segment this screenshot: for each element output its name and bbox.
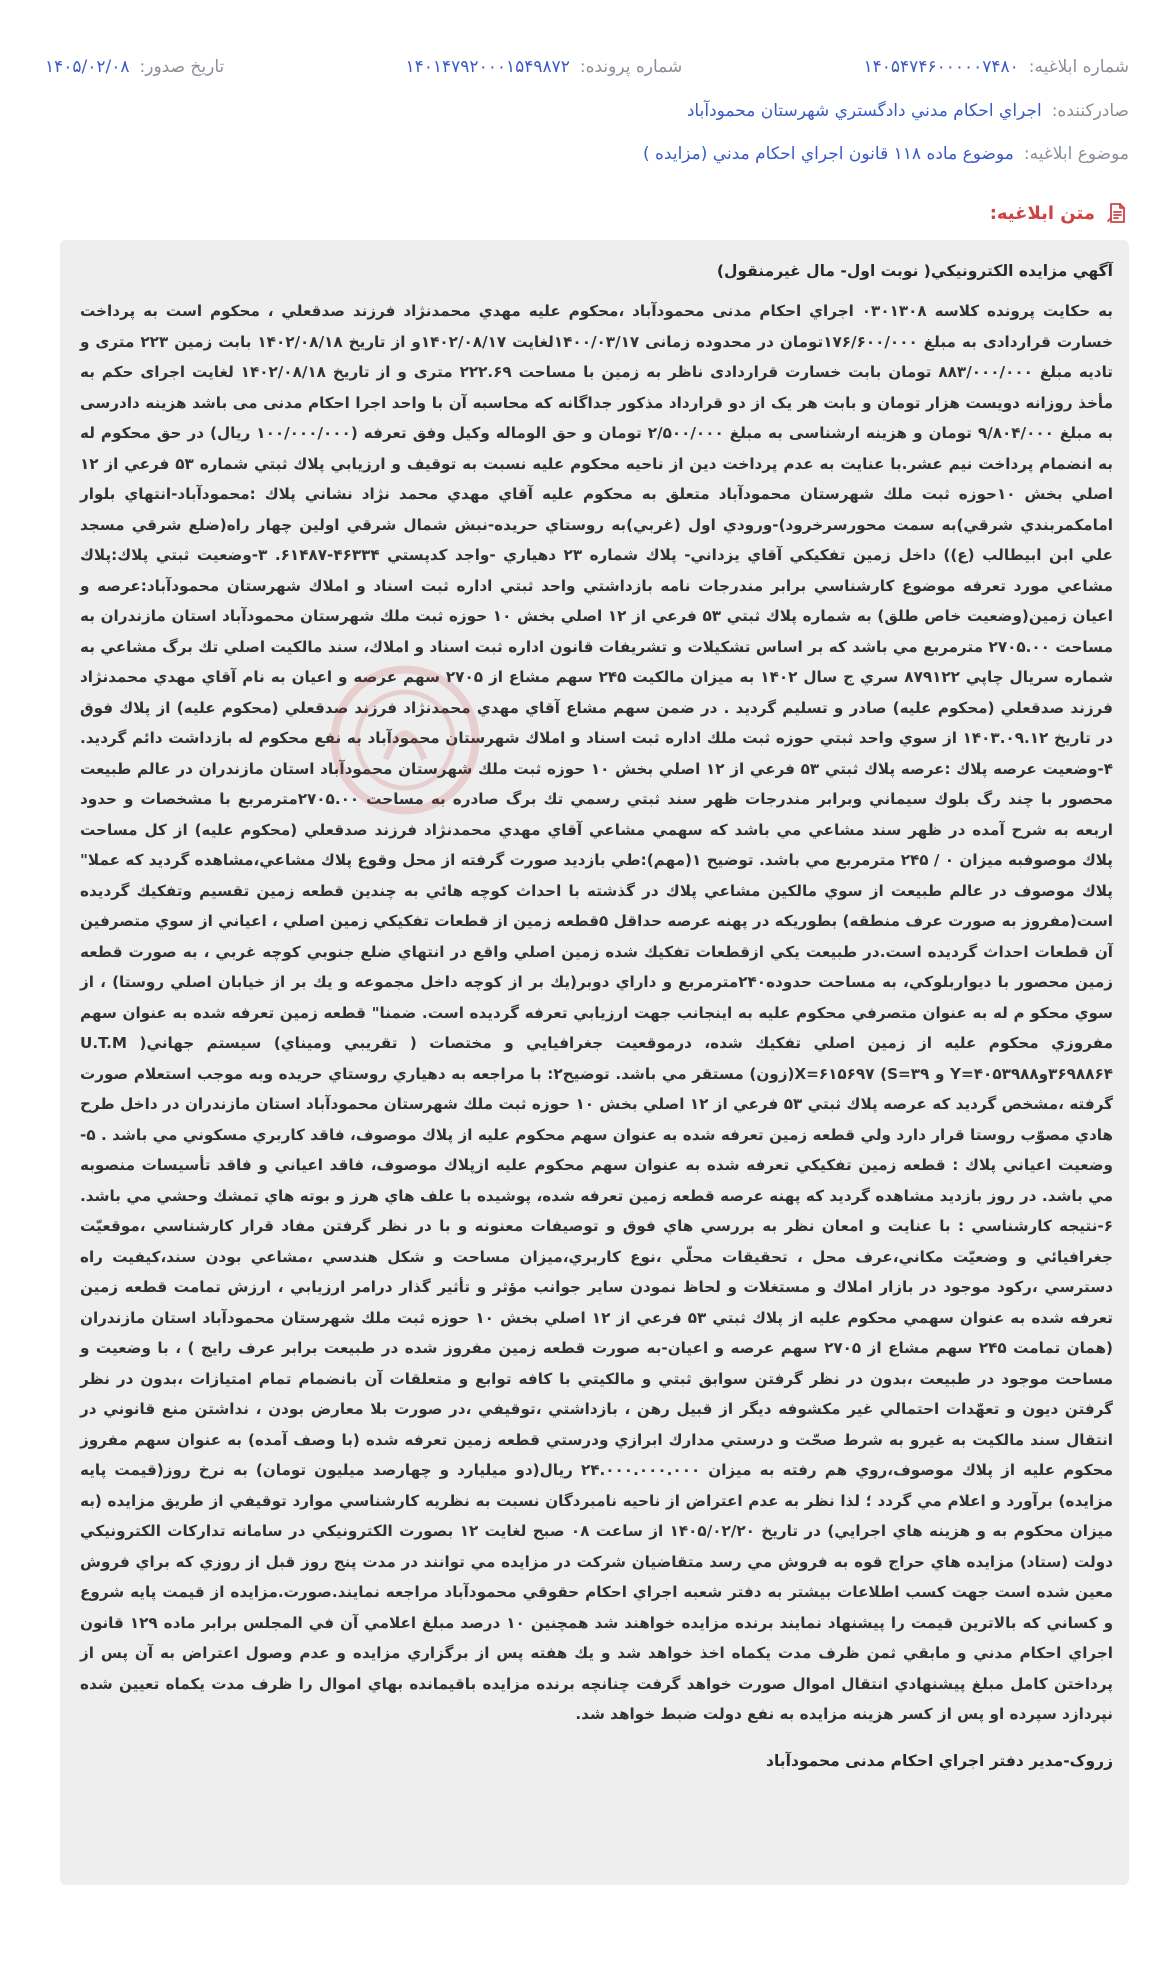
notice-document-icon [1105,201,1129,225]
case-number-label: شماره پرونده: [579,57,683,77]
notice-section-label: متن ابلاغیه: [989,202,1095,224]
notice-content-box [60,240,1129,1885]
notice-meta-row [45,52,1129,82]
issuer-row [45,96,1129,126]
issue-date-label: تاریخ صدور: [139,57,225,77]
notice-section-title [990,196,1129,230]
subject-row [45,139,1129,169]
case-number [406,57,683,77]
notice-number-label: شماره ابلاغیه: [1028,57,1129,77]
issue-date-value: ۱۴۰۵/۰۲/۰۸ [45,57,130,77]
notice-heading: آگهي مزايده الكترونيكي( نوبت اول- مال غيرمنقول) [716,262,1113,280]
notice-body-text: به حكايت پرونده كلاسه ۰۳۰۱۳۰۸ اجراي احكام مدنی محمودآباد ،محکوم علیه مهدي محمدنژاد فرزند صدقعلي ، محكوم است به پرداخت خسارت قراردادی به مبلغ ۱۷۶/۶۰۰/۰۰۰تومان در محدوده زمانی ۱۴۰۰/۰۳/۱۷لغایت ۱۴۰۲/۰۸/۱۷و از تاریخ ۱۴۰۲/۰۸/۱۸ بابت زمین ۲۲۳ متری و تادیه مبلغ ۸۸۳/۰۰۰/۰۰۰ تومان بابت خسارت قراردادی ناظر به زمین با مساحت ۲۲۲.۶۹ متری و از تاریخ ۱۴۰۲/۰۸/۱۸ لغایت اجرای حکم به مأخذ روزانه دویست هزار تومان و بابت هر یک از دو قرارداد مذکور جداگانه که محاسبه آن با واحد اجرا احکام مدنی می باشد هزینه دادرسی به مبلغ ۹/۸۰۴/۰۰۰ تومان و هزینه ارشناسی به مبلغ ۲/۵۰۰/۰۰۰ تومان و حق الوماله وکیل وفق تعرفه (۱۰۰/۰۰۰/۰۰۰ ریال) در حق محکوم له به انضمام پرداخت نیم عشر.با عنايت به عدم پرداخت دين از ناحيه محكوم عليه نسبت به توقيف و ارزيابي پلاك ثبتي شماره ۵۳ فرعي از ۱۲ اصلي بخش ۱۰حوزه ثبت ملك شهرستان محمودآباد متعلق به محكوم عليه آقاي مهدي محمد نژاد نشاني پلاك :محمودآباد-انتهاي بلوار امامكمربندي شرقي)به سمت محورسرخرود)-ورودي اول (غربي)به روستاي حريده-نبش شمال شرقي اولين چهار راه(ضلع شرقي مسجد علي ابن ابيطالب (ع)) داخل زمين تفكيكي آقاي يزداني- پلاك شماره ۲۳ دهياري -واجد كدپستي ۴۶۳۳۴-۶۱۴۸۷. ۳-وضعيت ثبتي پلاك:پلاك مشاعي مورد تعرفه موضوع كارشناسي برابر مندرجات نامه بازداشتي واحد ثبتي اداره ثبت اسناد و املاك شهرستان محمودآباد:عرصه و اعيان زمين(وضعيت خاص طلق) به شماره پلاك ثبتي ۵۳ فرعي از ۱۲ اصلي بخش ۱۰ حوزه ثبت ملك شهرستان محمودآباد استان مازندران به مساحت ۲۷۰۵.۰۰ مترمربع مي باشد كه بر اساس تشكيلات و تشريفات قانون اداره ثبت اسناد و املاك، سند مالكيت اصلي تك برگ مشاعي به شماره سريال چاپي ۸۷۹۱۲۲ سري ج سال ۱۴۰۲ به ميزان مالكيت ۲۴۵ سهم مشاع از ۲۷۰۵ سهم عرصه و اعيان به نام آقاي مهدي محمدنژاد فرزند صدقعلي (محكوم عليه) صادر و تسليم گرديد . در ضمن سهم مشاع آقاي مهدي محمدنژاد فرزند صدقعلي (محكوم عليه) از پلاك فوق در تاريخ ۱۴۰۳.۰۹.۱۲ از سوي واحد ثبتي حوزه ثبت ملك اداره ثبت اسناد و املاك شهرستان محمودآباد به نفع محكوم له بازداشت دائم گرديد. ۴-وضعيت عرصه پلاك :عرصه پلاك ثبتي ۵۳ فرعي از ۱۲ اصلي بخش ۱۰ حوزه ثبت ملك شهرستان محمودآباد استان مازندران در عالم طبيعت محصور با چند رگ بلوك سيماني وبرابر مندرجات ظهر سند ثبتي رسمي تك برگ صادره به مساحت ۲۷۰۵.۰۰مترمربع با مشخصات و حدود اربعه به شرح آمده در ظهر سند مشاعي مي باشد كه سهمي مشاعي آقاي مهدي محمدنژاد فرزند صدقعلي (محكوم عليه) از كل مساحت پلاك موصوفبه ميزان ۰ / ۲۴۵ مترمربع مي باشد. توضيح ۱(مهم):طي بازديد صورت گرفته از محل وقوع پلاك مشاعي،مشاهده گرديد كه عملا" پلاك موصوف در عالم طبيعت از سوي مالكين مشاعي پلاك در گذشته با احداث كوچه هائي به چندين قطعه زمين تقسيم وتفكيك گرديده است(مفروز به صورت عرف منطقه) بطوريكه در پهنه عرصه حداقل ۵قطعه زمين از قطعات تفكيكي زمين اصلي ، اعياني از سوي متصرفين آن قطعات احداث گرديده است.در طبيعت يكي ازقطعات تفكيك شده زمين اصلي واقع در انتهاي ضلع جنوبي كوچه غربي ، به صورت قطعه زمين محصور با ديواربلوكي، به مساحت حدوده۲۴۰مترمربع و داراي دوبر(يك بر از كوچه داخل مجموعه و يك بر از خيابان اصلي روستا) ، از سوي محكو م له به عنوان متصرفي محكوم عليه به اينجانب جهت ارزيابي تعرفه گرديده است. ضمنا" قطعه زمين تعرفه شده به عنوان سهم مفروزي محكوم عليه از زمين اصلي تفكيك شده، درموقعيت جغرافيايي و مختصات ( تقريبي وميناي) سيستم جهاني( U.T.M ۳۶۹۸۸۶۴و۴۰۵۳۹۸۸=Y و ۳۹=S) X=۶۱۵۶۹۷(زون) مستقر مي باشد. توضيح۲: با مراجعه به دهياري روستاي حريده وبه موجب استعلام صورت گرفته ،مشخص گرديد كه عرصه پلاك ثبتي ۵۳ فرعي از ۱۲ اصلي بخش ۱۰ حوزه ثبت ملك شهرستان محمودآباد استان مازندران در داخل طرح هادي مصوّب روستا قرار دارد ولي قطعه زمين تعرفه شده به عنوان سهم محكوم عليه از پلاك موصوف، فاقد كاربري مسكوني مي باشد . ۵- وضعيت اعياني پلاك : قطعه زمين تفكيكي تعرفه شده به عنوان سهم محكوم عليه ازپلاك موصوف، فاقد اعياني و فاقد تأسيسات منصوبه مي باشد. در روز بازديد مشاهده گرديد كه پهنه عرصه قطعه زمين تعرفه شده، پوشيده با علف هاي هرز و بوته هاي تمشك وحشي مي باشد. ۶-نتيجه كارشناسي : با عنايت و امعان نظر به بررسي هاي فوق و توصيفات معنونه و با در نظر گرفتن مفاد قرار كارشناسي ،موقعيّت جغرافيائي و وضعيّت مكاني،عرف محل ، تحقيقات محلّي ،نوع كاربري،ميزان مساحت و شكل هندسي ،مشاعي بودن سند،كيفيت راه دسترسي ،ركود موجود در بازار املاك و مستغلات و لحاظ نمودن ساير جوانب مؤثر و تأثير گذار درامر ارزيابي ، ارزش تمامت قطعه زمين تعرفه شده به عنوان سهمي محكوم عليه از پلاك ثبتي ۵۳ فرعي از ۱۲ اصلي بخش ۱۰ حوزه ثبت ملك شهرستان محمودآباد استان مازندران (همان تمامت ۲۴۵ سهم مشاع از ۲۷۰۵ سهم عرصه و اعيان-به صورت قطعه زمين مفروز شده در طبيعت برابر عرف رايج ) ، با وضعيت و مساحت موجود در طبيعت ،بدون در نظر گرفتن سوابق ثبتي و مالكيتي با كافه توابع و متعلقات آن بانضمام تمام امتيازات ،بدون در نظر گرفتن ديون و تعهّدات احتمالي غير مكشوفه ديگر از قبيل رهن ، بازداشتي ،توقيفي ،در صورت بلا معارض بودن ، نداشتن منع قانوني در انتقال سند مالكيت به غيرو به شرط صحّت و درستي مدارك ابرازي ودرستي قطعه زمين تعرفه شده (با وصف آمده) به عنوان سهم مفروز محكوم عليه از پلاك موصوف،روي هم رفته به ميزان ۲۴.۰۰۰.۰۰۰.۰۰۰ ريال(دو ميليارد و چهارصد ميليون تومان) به نرخ روز(قيمت پايه مزايده) برآورد و اعلام مي گردد ؛ لذا نظر به عدم اعتراض از ناحيه نامبردگان نسبت به نظريه كارشناسي موارد توقيفي از طريق مزايده (به ميزان محكوم به و هزينه هاي اجرايي) در تاريخ ۱۴۰۵/۰۲/۲۰ از ساعت ۰۸ صبح لغايت ۱۲ بصورت الكترونيكي در سامانه تداركات الكترونيكي دولت (ستاد) مزايده هاي حراج قوه به فروش مي رسد متقاضيان شركت در مزايده مي توانند در مدت پنج روز قبل از روزي كه براي فروش معين شده است جهت كسب اطلاعات بيشتر به دفتر شعبه اجراي احكام حقوقي محمودآباد مراجعه نمايند.صورت.مزايده از قيمت پايه شروع و كساني كه بالاترين قيمت را پيشنهاد نمايند برنده مزايده خواهند شد همچنين ۱۰ درصد مبلغ اعلامي آن في المجلس برابر ماده ۱۲۹ قانون اجراي احكام مدني و مابقي ثمن ظرف مدت يكماه اخذ خواهد شد و يك هفته پس از برگزاري مزايده و عدم وصول اعتراض به آن پس از پرداختن كامل مبلغ پيشنهادي انتقال اموال صورت خواهد گرفت چنانچه برنده مزايده باقيمانده بهاي اموال را ظرف مدت يكماه تعيين شده نپردازد سپرده او پس از كسر هزينه مزايده به نفع دولت ضبط خواهد شد. [80,302,1114,1723]
notice-number-value: ۱۴۰۵۴۷۴۶۰۰۰۰۰۷۴۸۰ [863,57,1019,77]
issuer-label: صادرکننده: [1051,101,1129,121]
notice-number [864,57,1129,77]
subject-label: موضوع ابلاغیه: [1023,144,1129,164]
issuer-value: اجراي احكام مدني دادگستري شهرستان محمودآباد [686,101,1042,121]
issue-date [45,57,224,77]
case-number-value: ۱۴۰۱۴۷۹۲۰۰۰۱۵۴۹۸۷۲ [405,57,570,77]
subject-value: موضوع ماده ۱۱۸ قانون اجراي احكام مدني (مزايده ) [642,144,1014,164]
notice-signature: زروک-مدير دفتر اجراي احكام مدنی محمودآباد [766,1751,1113,1770]
